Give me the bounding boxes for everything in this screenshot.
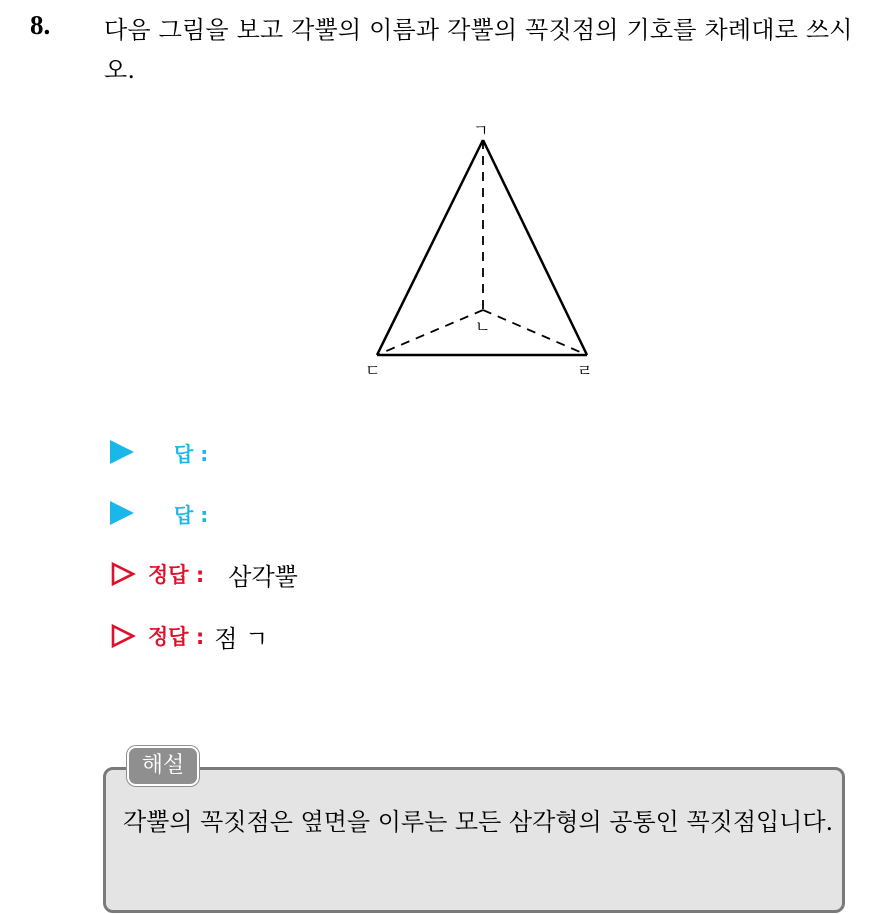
- correct-answer-row-2: [110, 619, 268, 653]
- correct-answer-label: 정답 :: [148, 563, 205, 587]
- answer-arrow-icon: [110, 501, 134, 525]
- edge-apex-left: [377, 140, 483, 355]
- vertex-label-apex: ㄱ: [473, 121, 489, 140]
- edge-apex-right: [483, 140, 587, 355]
- correct-answer-row-1: [110, 557, 298, 591]
- pyramid-figure: [355, 120, 615, 394]
- explanation-tab: 해설: [127, 746, 199, 786]
- answer-row-2: [110, 496, 208, 530]
- correct-answer-label: 정답 :: [148, 625, 205, 649]
- vertex-label-back: ㄴ: [475, 317, 491, 336]
- question-number: 8.: [30, 10, 51, 40]
- correct-arrow-icon: [110, 561, 136, 587]
- hidden-edge-back-left: [377, 310, 483, 355]
- explanation-text: 각뿔의 꼭짓점은 옆면을 이루는 모든 삼각형의 공통인 꼭짓점입니다.: [123, 808, 834, 836]
- correct-answer-value: 삼각뿔: [228, 562, 298, 591]
- vertex-label-right: ㄹ: [577, 361, 593, 380]
- answer-row-1: [110, 435, 208, 469]
- hidden-edge-back-right: [483, 310, 587, 355]
- answer-label: 답 :: [174, 502, 209, 527]
- question-text: 다음 그림을 보고 각뿔의 이름과 각뿔의 꼭짓점의 기호를 차례대로 쓰시오.: [104, 16, 853, 84]
- answer-arrow-icon: [110, 440, 134, 464]
- answer-label: 답 :: [174, 441, 209, 466]
- correct-arrow-icon: [110, 623, 136, 649]
- triangular-pyramid-diagram: [355, 120, 615, 390]
- correct-answer-value: 점 ㄱ: [214, 624, 269, 653]
- vertex-label-left: ㄷ: [365, 361, 381, 380]
